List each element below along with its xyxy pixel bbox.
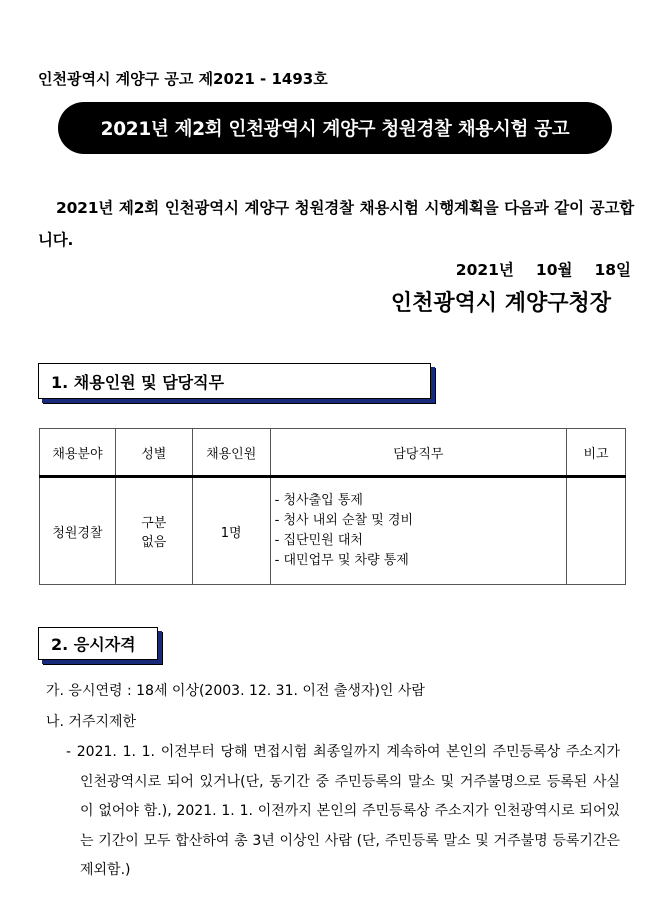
announcement-title: 2021년 제2회 인천광역시 계양구 청원경찰 채용시험 공고 xyxy=(100,119,570,140)
duty-item: - 집단민원 대처 xyxy=(274,533,363,548)
qualification-residence: 나. 거주지제한 xyxy=(46,714,137,730)
date-year: 2021년 xyxy=(455,261,514,279)
header-count: 채용인원 xyxy=(192,429,270,477)
duty-item: - 대민업무 및 차량 통제 xyxy=(274,553,409,568)
announcement-title-banner xyxy=(58,102,612,154)
qualification-age: 가. 응시연령 : 18세 이상(2003. 12. 31. 이전 출생자)인 사람 xyxy=(46,683,425,699)
section2-heading-text: 2. 응시자격 xyxy=(51,635,136,654)
recruitment-table xyxy=(39,428,626,585)
cell-note xyxy=(567,477,626,585)
header-note: 비고 xyxy=(567,429,626,477)
section-heading-qualification xyxy=(38,627,158,660)
cell-count: 1명 xyxy=(192,477,270,585)
intro-paragraph: 2021년 제2회 인천광역시 계양구 청원경찰 채용시험 시행계획을 다음과 같이 공고합니다. xyxy=(38,199,634,249)
cell-gender-line2: 없음 xyxy=(141,535,167,550)
announcement-date xyxy=(456,258,631,280)
cell-duties xyxy=(270,477,566,585)
date-month: 10월 xyxy=(535,261,573,279)
section1-heading-text: 1. 채용인원 및 담당직무 xyxy=(51,372,225,392)
qualification-residence-detail: - 2021. 1. 1. 이전부터 당해 면접시험 최종일까지 계속하여 본인의 주민등록상 주소지가 인천광역시로 되어 있거나(단, 동기간 중 주민등록의 말소 및 거주불명으로 등록된 사실이 없어야 함.), 2021. 1. 1. 이전까지 본인의 주민등록상 주소지가 인천광역시로 되어있는 기간이 모두 합산하여 총 3년 이상인 사람 (단, 주민등록 말소 및 거주불명 등록기간은 제외함.) xyxy=(66,744,620,878)
table-header-row xyxy=(40,429,626,477)
header-gender: 성별 xyxy=(115,429,192,477)
section-heading-recruitment xyxy=(38,363,431,399)
header-duties: 담당직무 xyxy=(270,429,566,477)
notice-number: 인천광역시 계양구 공고 제2021 - 1493호 xyxy=(38,70,328,88)
duty-item: - 청사출입 통제 xyxy=(274,493,363,508)
cell-gender xyxy=(115,477,192,585)
duty-item: - 청사 내외 순찰 및 경비 xyxy=(274,513,413,528)
table-row xyxy=(40,477,626,585)
issuer-name: 인천광역시 계양구청장 xyxy=(390,291,611,316)
header-field: 채용분야 xyxy=(40,429,116,477)
cell-gender-line1: 구분 xyxy=(141,516,167,531)
date-day: 18일 xyxy=(594,261,631,279)
cell-field: 청원경찰 xyxy=(40,477,116,585)
